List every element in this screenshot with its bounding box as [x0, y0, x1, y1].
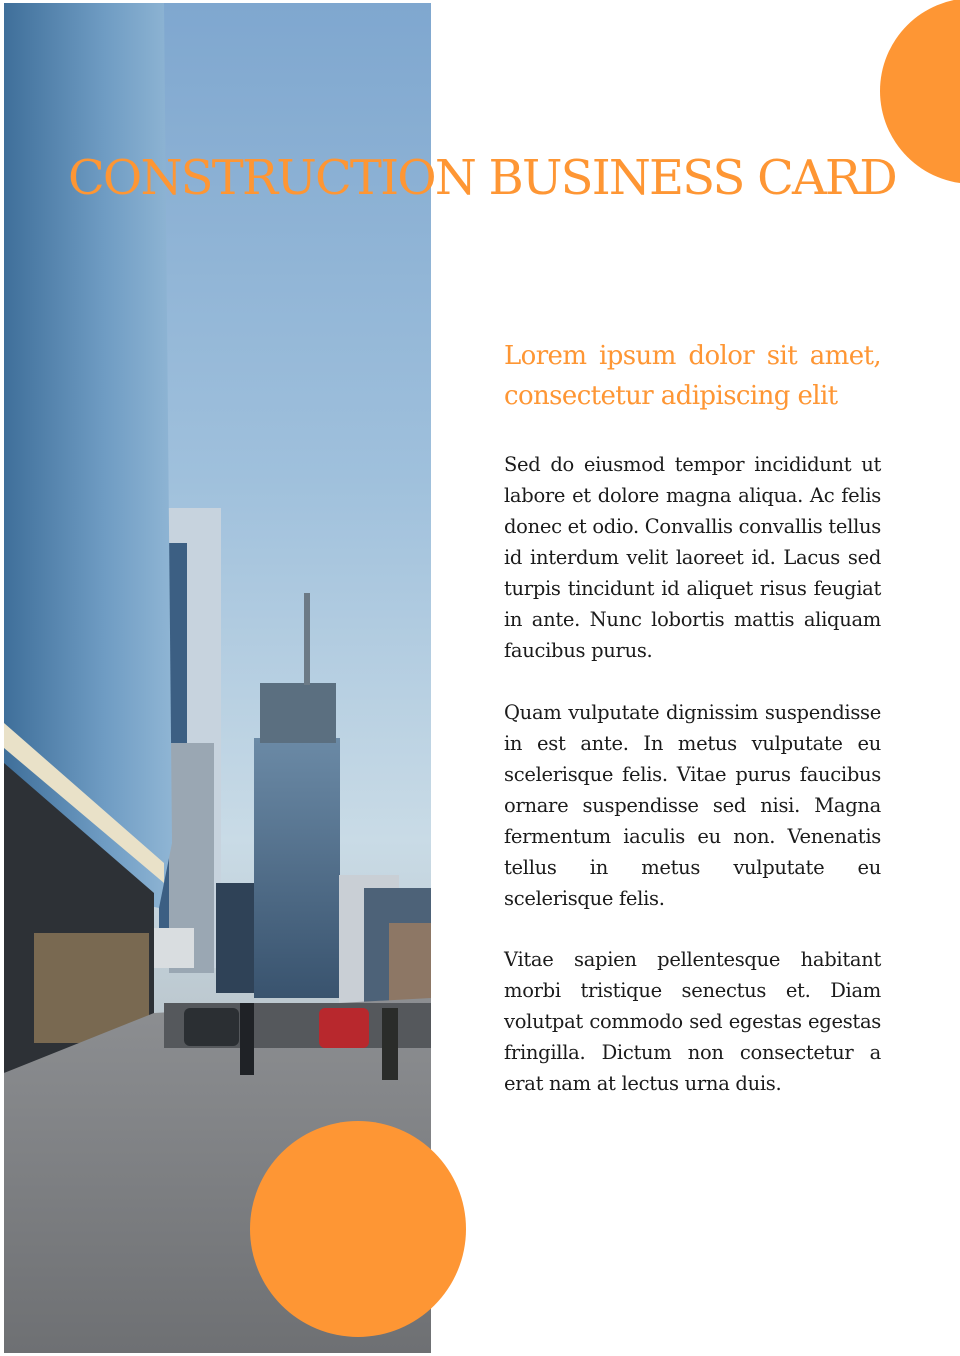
document-title: CONSTRUCTION BUSINESS CARD — [68, 150, 896, 206]
body-paragraph-1: Sed do eiusmod tempor incididunt ut labore et dolore magna aliqua. Ac felis donec et odio. Convallis convallis tellus id interdum velit laoreet id. Lacus sed turpis tincidunt id aliquet risus feugiat in ante. Nunc lobortis mattis aliquam faucibus purus. — [504, 453, 881, 662]
body-paragraph-2: Quam vulputate dignissim suspendisse in est ante. In metus vulputate eu scelerisque felis. Vitae purus faucibus ornare suspendisse sed nisi. Magna fermentum iaculis eu non. Venenatis tellus in metus vulputate eu scelerisque felis. — [504, 701, 881, 910]
decorative-circle-bottom — [250, 1121, 466, 1337]
body-paragraph-3: Vitae sapien pellentesque habitant morbi tristique senectus et. Diam volutpat commodo sed egestas egestas fringilla. Dictum non consectetur a erat nam at lectus urna duis. — [504, 948, 881, 1095]
document-subtitle: Lorem ipsum dolor sit amet, consectetur adipiscing elit — [504, 341, 881, 411]
